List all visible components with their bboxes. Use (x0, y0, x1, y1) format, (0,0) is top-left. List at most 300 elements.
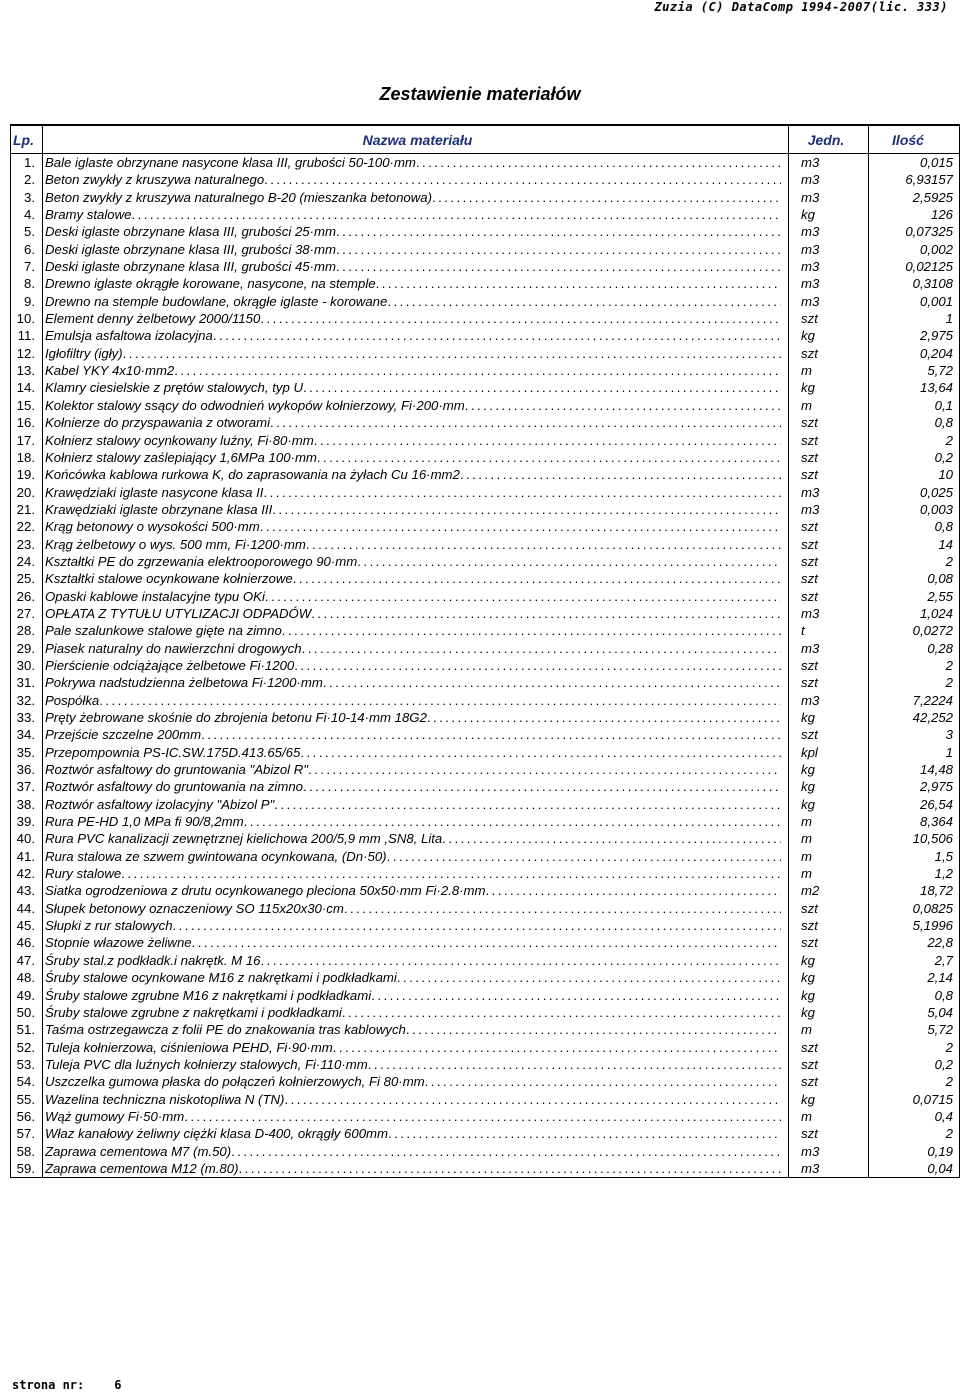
row-lp: 11. (17, 328, 35, 344)
row-lp: 14. (16, 380, 35, 396)
row-unit: kg (801, 952, 815, 968)
row-lp: 12. (16, 345, 35, 361)
row-lp: 45. (16, 918, 35, 934)
row-qty: 0,4 (934, 1108, 953, 1124)
row-qty: 2,55 (927, 588, 953, 604)
row-qty: 0,28 (927, 640, 953, 656)
row-name-cell (40, 969, 787, 986)
table-row (11, 171, 959, 188)
row-qty: 0,2 (934, 1056, 953, 1072)
row-unit: szt (801, 588, 818, 604)
row-unit: kg (801, 987, 815, 1003)
page-label: strona nr: (12, 1378, 85, 1392)
row-name-cell (40, 223, 787, 240)
row-lp: 40. (16, 831, 35, 847)
leader-dots (244, 813, 781, 830)
table-row (11, 865, 959, 882)
row-lp: 23. (16, 536, 35, 552)
row-qty: 2,975 (919, 328, 953, 344)
leader-dots (406, 1021, 781, 1038)
row-lp: 21. (16, 501, 35, 517)
row-name-cell (40, 1143, 787, 1160)
row-name-cell (40, 1108, 787, 1125)
row-name: Słupki z rur stalowych (45, 918, 173, 934)
row-qty: 0,1 (934, 397, 953, 413)
row-qty: 2 (945, 1039, 953, 1055)
table-row (11, 310, 959, 327)
leader-dots (323, 674, 781, 691)
row-unit: m (801, 1022, 812, 1038)
row-name-cell (40, 1056, 787, 1073)
row-name-cell (40, 917, 787, 934)
table-row (11, 674, 959, 691)
leader-dots (123, 345, 781, 362)
row-unit: szt (801, 536, 818, 552)
row-lp: 29. (16, 640, 35, 656)
row-unit: szt (801, 1074, 818, 1090)
row-qty: 5,1996 (912, 918, 953, 934)
row-qty: 2,975 (919, 779, 953, 795)
row-unit: m3 (801, 1143, 820, 1159)
page-footer (12, 1378, 121, 1392)
row-unit: kg (801, 380, 815, 396)
row-lp: 51. (16, 1022, 35, 1038)
row-name-cell (40, 206, 787, 223)
leader-dots (342, 1004, 781, 1021)
leader-dots (460, 466, 781, 483)
row-name-cell (40, 813, 787, 830)
row-name-cell (40, 171, 787, 188)
row-name-cell (40, 900, 787, 917)
row-name-cell (40, 345, 787, 362)
row-unit: szt (801, 1039, 818, 1055)
row-qty: 26,54 (919, 796, 953, 812)
row-lp: 42. (16, 866, 35, 882)
table-row (11, 1160, 959, 1177)
row-name-cell (40, 553, 787, 570)
column-divider (868, 126, 869, 1177)
header-lp: Lp. (13, 131, 34, 148)
table-row (11, 570, 959, 587)
row-qty: 0,003 (919, 501, 953, 517)
row-name: Roztwór asfaltowy izolacyjny "Abizol P" (45, 796, 275, 812)
row-unit: m3 (801, 605, 820, 621)
table-row (11, 414, 959, 431)
row-qty: 1,2 (934, 866, 953, 882)
row-name: Pierścienie odciążające żelbetowe Fi·1200 (45, 657, 295, 673)
table-row (11, 1056, 959, 1073)
row-qty: 10 (938, 467, 953, 483)
row-qty: 6,93157 (905, 172, 953, 188)
table-row (11, 1143, 959, 1160)
leader-dots (368, 1056, 781, 1073)
row-name: Kołnierze do przyspawania z otworami (45, 415, 271, 431)
row-qty: 3 (945, 727, 953, 743)
table-row (11, 362, 959, 379)
row-name-cell (40, 241, 787, 258)
row-name-cell (40, 1125, 787, 1142)
row-lp: 1. (24, 155, 35, 170)
row-name-cell (40, 414, 787, 431)
row-lp: 33. (16, 710, 35, 725)
leader-dots (336, 223, 781, 240)
leader-dots (302, 640, 781, 657)
row-lp: 32. (16, 692, 35, 708)
row-lp: 22. (16, 519, 35, 535)
row-qty: 0,07325 (905, 224, 953, 240)
row-name-cell (40, 1160, 787, 1177)
row-unit: szt (801, 675, 818, 691)
row-lp: 4. (24, 207, 35, 223)
row-qty: 0,19 (927, 1143, 953, 1159)
row-qty: 1 (945, 311, 953, 327)
row-lp: 7. (24, 259, 35, 275)
leader-dots (121, 865, 781, 882)
row-name: Drewno iglaste okrągłe korowane, nasycone, na stemple (45, 276, 376, 292)
row-unit: kg (801, 1004, 815, 1020)
row-unit: m3 (801, 189, 820, 205)
table-row (11, 744, 959, 761)
row-name-cell (40, 605, 787, 622)
row-qty: 0,2 (934, 449, 953, 465)
table-row (11, 449, 959, 466)
leader-dots (260, 518, 781, 535)
row-name: OPŁATA Z TYTUŁU UTYLIZACJI ODPADÓW (45, 605, 312, 621)
table-row (11, 241, 959, 258)
leader-dots (184, 1108, 781, 1125)
row-qty: 14 (938, 536, 953, 552)
leader-dots (239, 1160, 782, 1177)
leader-dots (432, 189, 781, 206)
leader-dots (336, 258, 781, 275)
row-name: Taśma ostrzegawcza z folii PE do znakowania tras kablowych (45, 1022, 406, 1038)
row-lp: 26. (16, 588, 35, 604)
row-lp: 55. (16, 1091, 35, 1107)
row-name: Śruby stalowe zgrubne M16 z nakrętkami i podkładkami (45, 987, 372, 1003)
row-name: Rura PVC kanalizacji zewnętrznej kielichowa 200/5,9 mm ,SN8, Lita (45, 831, 443, 847)
table-row (11, 206, 959, 223)
row-lp: 41. (16, 848, 35, 864)
leader-dots (173, 917, 781, 934)
row-qty: 0,015 (919, 155, 953, 170)
table-row (11, 726, 959, 743)
row-lp: 25. (16, 571, 35, 587)
row-name-cell (40, 657, 787, 674)
leader-dots (486, 882, 781, 899)
table-header (11, 126, 959, 154)
row-name: Rura PE-HD 1,0 MPa fi 90/8,2mm (45, 814, 244, 830)
row-qty: 0,204 (919, 345, 953, 361)
row-qty: 1,5 (934, 848, 953, 864)
leader-dots (416, 154, 781, 171)
row-unit: szt (801, 918, 818, 934)
row-name: Pospółka (45, 692, 100, 708)
row-name-cell (40, 466, 787, 483)
row-name: Śruby stalowe zgrubne z nakrętkami i podkładkami (45, 1004, 342, 1020)
row-name-cell (40, 848, 787, 865)
row-unit: m3 (801, 640, 820, 656)
row-lp: 34. (16, 727, 35, 743)
row-unit: szt (801, 553, 818, 569)
table-row (11, 830, 959, 847)
row-lp: 31. (16, 675, 35, 691)
row-lp: 44. (16, 900, 35, 916)
table-row (11, 917, 959, 934)
table-row (11, 605, 959, 622)
leader-dots (306, 536, 781, 553)
row-name-cell (40, 327, 787, 344)
row-name: Śruby stal.z podkładk.i nakrętk. M 16 (45, 952, 261, 968)
row-qty: 2 (945, 675, 953, 691)
row-qty: 5,04 (927, 1004, 953, 1020)
row-name: Igłofiltry (igły) (45, 345, 123, 361)
row-lp: 37. (16, 779, 35, 795)
row-unit: m3 (801, 155, 820, 170)
leader-dots (442, 830, 781, 847)
row-unit: szt (801, 432, 818, 448)
row-qty: 0,001 (919, 293, 953, 309)
leader-dots (265, 588, 781, 605)
row-name-cell (40, 640, 787, 657)
row-qty: 1,024 (919, 605, 953, 621)
row-qty: 7,2224 (912, 692, 953, 708)
row-lp: 38. (16, 796, 35, 812)
row-unit: m3 (801, 172, 820, 188)
table-row (11, 293, 959, 310)
leader-dots (314, 432, 781, 449)
leader-dots (388, 1125, 781, 1142)
row-unit: szt (801, 467, 818, 483)
column-divider (788, 126, 789, 1177)
row-name: Deski iglaste obrzynane klasa III, grubości 38·mm (45, 241, 336, 257)
row-lp: 6. (24, 241, 35, 257)
row-name-cell (40, 882, 787, 899)
row-name: Roztwór asfaltowy do gruntowania na zimno (45, 779, 304, 795)
row-name-cell (40, 570, 787, 587)
row-name: Beton zwykły z kruszywa naturalnego B-20 (mieszanka betonowa) (45, 189, 433, 205)
table-row (11, 223, 959, 240)
row-name: Emulsja asfaltowa izolacyjna (45, 328, 213, 344)
row-name: Przepompownia PS-IC.SW.175D.413.65/65 (45, 744, 301, 760)
table-row (11, 275, 959, 292)
row-lp: 20. (16, 484, 35, 500)
leader-dots (213, 327, 781, 344)
row-name: Kształtki PE do zgrzewania elektrooporowego 90·mm (45, 553, 358, 569)
row-lp: 30. (16, 657, 35, 673)
row-name: Zaprawa cementowa M12 (m.80) (45, 1160, 239, 1176)
row-qty: 0,002 (919, 241, 953, 257)
row-qty: 2 (945, 432, 953, 448)
table-row (11, 987, 959, 1004)
row-lp: 59. (16, 1160, 35, 1176)
row-unit: szt (801, 900, 818, 916)
row-lp: 15. (16, 397, 35, 413)
row-name: Właz kanałowy żeliwny ciężki klasa D-400, okrągły 600mm (45, 1126, 388, 1142)
row-name-cell (40, 275, 787, 292)
row-lp: 8. (24, 276, 35, 292)
row-unit: szt (801, 1056, 818, 1072)
row-name-cell (40, 397, 787, 414)
table-row (11, 501, 959, 518)
row-qty: 5,72 (927, 1022, 953, 1038)
table-row (11, 848, 959, 865)
row-name-cell (40, 865, 787, 882)
row-name: Element denny żelbetowy 2000/1150 (45, 311, 261, 327)
table-row (11, 432, 959, 449)
table-row (11, 1039, 959, 1056)
row-qty: 0,0272 (912, 623, 953, 639)
header-name: Nazwa materiału (362, 131, 473, 148)
row-name: Rura stalowa ze szwem gwintowana ocynkowana, (Dn·50) (45, 848, 387, 864)
row-name: Końcówka kablowa rurkowa K, do zaprasowania na żyłach Cu 16·mm2 (45, 467, 460, 483)
header-qty: Ilość (892, 131, 924, 148)
row-lp: 5. (24, 224, 35, 240)
row-lp: 43. (16, 883, 35, 899)
row-name-cell (40, 709, 787, 726)
row-lp: 39. (16, 814, 35, 830)
table-row (11, 1091, 959, 1108)
row-unit: kg (801, 207, 815, 223)
row-qty: 0,8 (934, 987, 953, 1003)
leader-dots (333, 1039, 781, 1056)
leader-dots (387, 293, 781, 310)
table-row (11, 622, 959, 639)
row-lp: 50. (16, 1004, 35, 1020)
table-row (11, 778, 959, 795)
leader-dots (274, 796, 781, 813)
row-name-cell (40, 432, 787, 449)
leader-dots (336, 241, 781, 258)
leader-dots (371, 987, 781, 1004)
row-lp: 24. (16, 553, 35, 569)
row-name: Deski iglaste obrzynane klasa III, grubości 25·mm (45, 224, 336, 240)
row-qty: 0,3108 (912, 276, 953, 292)
row-name: Wąż gumowy Fi·50·mm (45, 1108, 185, 1124)
table-row (11, 1125, 959, 1142)
row-name: Słupek betonowy oznaczeniowy SO 115x20x30·cm (45, 900, 344, 916)
leader-dots (264, 171, 781, 188)
leader-dots (317, 449, 781, 466)
row-qty: 22,8 (927, 935, 953, 951)
row-lp: 27. (16, 605, 35, 621)
row-unit: kg (801, 970, 815, 986)
leader-dots (284, 1091, 781, 1108)
table-row (11, 952, 959, 969)
row-unit: m (801, 1108, 812, 1124)
row-name-cell (40, 796, 787, 813)
row-qty: 1 (945, 744, 953, 760)
row-unit: m3 (801, 692, 820, 708)
row-name: Krąg żelbetowy o wys. 500 mm, Fi·1200·mm (45, 536, 306, 552)
row-unit: m2 (801, 883, 820, 899)
row-unit: kg (801, 328, 815, 344)
table-row (11, 379, 959, 396)
table-body (11, 154, 959, 1177)
row-unit: m3 (801, 259, 820, 275)
row-name-cell (40, 952, 787, 969)
row-qty: 0,0825 (912, 900, 953, 916)
row-qty: 2,14 (927, 970, 953, 986)
row-name-cell (40, 449, 787, 466)
table-row (11, 189, 959, 206)
leader-dots (300, 744, 781, 761)
leader-dots (270, 414, 781, 431)
row-qty: 126 (930, 207, 953, 223)
row-unit: t (801, 623, 805, 639)
leader-dots (282, 622, 781, 639)
materials-table (10, 124, 960, 1178)
header-unit: Jedn. (807, 131, 845, 148)
leader-dots (192, 934, 781, 951)
row-qty: 18,72 (919, 883, 953, 899)
row-name-cell (40, 1091, 787, 1108)
row-qty: 2 (945, 553, 953, 569)
row-unit: szt (801, 519, 818, 535)
row-qty: 0,0715 (912, 1091, 953, 1107)
row-unit: m (801, 866, 812, 882)
row-name-cell (40, 362, 787, 379)
table-row (11, 761, 959, 778)
leader-dots (99, 692, 781, 709)
leader-dots (303, 778, 781, 795)
row-qty: 14,48 (919, 762, 953, 778)
software-header: Zuzia (C) DataComp 1994-2007(lic. 333) (654, 0, 948, 14)
row-name: Tuleja kołnierzowa, ciśnieniowa PEHD, Fi·90·mm (45, 1039, 333, 1055)
row-name: Stopnie włazowe żeliwne (45, 935, 192, 951)
row-lp: 9. (24, 293, 35, 309)
leader-dots (376, 275, 781, 292)
row-lp: 17. (16, 432, 35, 448)
row-lp: 52. (16, 1039, 35, 1055)
row-unit: kpl (801, 744, 818, 760)
row-unit: m (801, 363, 812, 379)
table-row (11, 484, 959, 501)
row-name: Przejście szczelne 200mm (45, 727, 202, 743)
row-lp: 53. (16, 1056, 35, 1072)
leader-dots (263, 484, 781, 501)
leader-dots (357, 553, 781, 570)
table-row (11, 640, 959, 657)
table-row (11, 553, 959, 570)
row-unit: szt (801, 449, 818, 465)
row-name: Deski iglaste obrzynane klasa III, grubości 45·mm (45, 259, 336, 275)
leader-dots (465, 397, 781, 414)
row-name: Krąg betonowy o wysokości 500·mm (45, 519, 260, 535)
table-row (11, 258, 959, 275)
row-name-cell (40, 987, 787, 1004)
leader-dots (174, 362, 781, 379)
row-unit: szt (801, 571, 818, 587)
row-name-cell (40, 189, 787, 206)
row-unit: szt (801, 1126, 818, 1142)
row-lp: 46. (16, 935, 35, 951)
row-name: Krawędziaki iglaste obrzynane klasa III (45, 501, 273, 517)
row-name-cell (40, 1073, 787, 1090)
row-qty: 42,252 (912, 710, 953, 725)
row-name-cell (40, 778, 787, 795)
row-name: Pokrywa nadstudzienna żelbetowa Fi·1200·mm (45, 675, 323, 691)
row-qty: 0,8 (934, 415, 953, 431)
row-lp: 57. (16, 1126, 35, 1142)
row-unit: m3 (801, 241, 820, 257)
row-name-cell (40, 744, 787, 761)
row-unit: m (801, 831, 812, 847)
row-unit: kg (801, 762, 815, 778)
row-lp: 19. (16, 467, 35, 483)
leader-dots (427, 709, 781, 726)
row-qty: 2 (945, 657, 953, 673)
row-name: Wazelina techniczna niskotopliwa N (TN) (45, 1091, 285, 1107)
